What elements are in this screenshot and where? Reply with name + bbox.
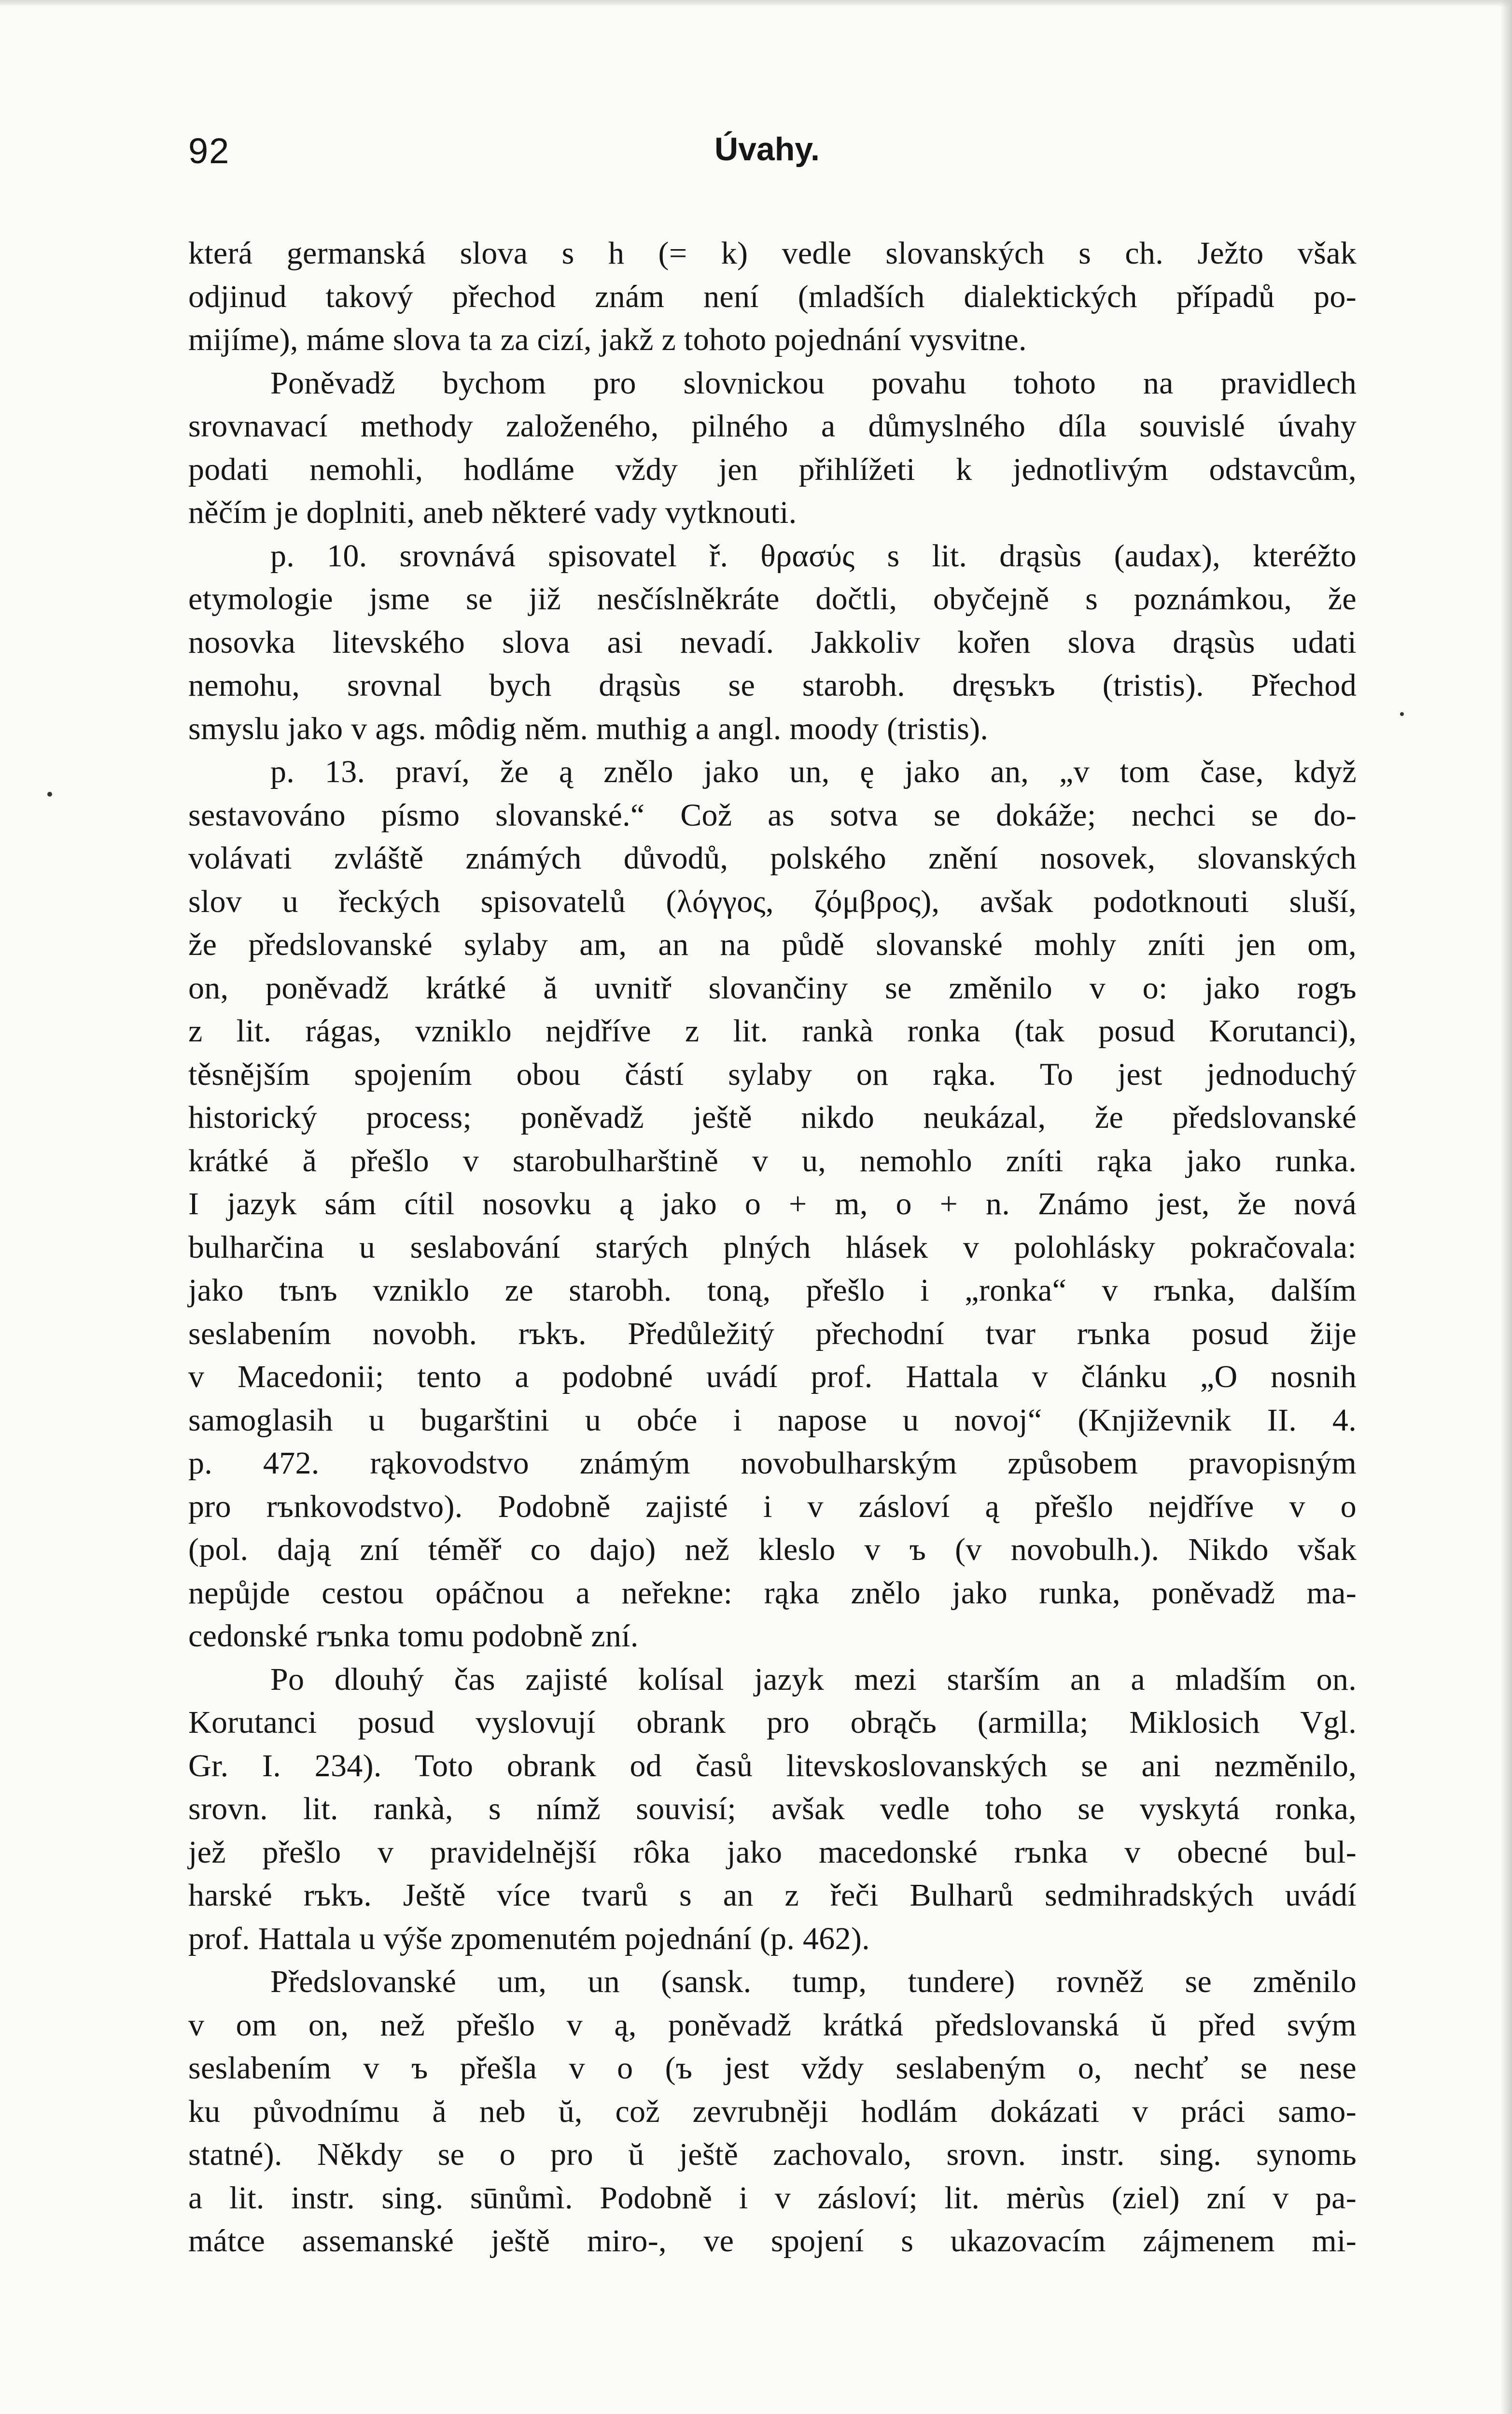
scan-speck	[47, 792, 52, 797]
text-line: p. 472. rąkovodstvo známým novobulharským způsobem pravopisným	[188, 1446, 1357, 1481]
scan-edge-top	[0, 0, 1512, 7]
text-line: etymologie jsme se již nesčíslněkráte dočtli, obyčejně s poznámkou, že	[188, 581, 1357, 617]
text-line: která germanská slova s h (= k) vedle slovanských s ch. Ježto však	[188, 236, 1357, 271]
text-line: smyslu jako v ags. môdig něm. muthig a angl. moody (tristis).	[188, 711, 989, 746]
text-line: že předslovanské sylaby am, an na půdě slovanské mohly zníti jen om,	[188, 927, 1357, 962]
text-line: slov u řeckých spisovatelů (λόγγος, ζόμβρος), avšak podotknouti sluší,	[188, 884, 1357, 919]
text-line: ku původnímu ă neb ŭ, což zevrubněji hodlám dokázati v práci samo-	[188, 2093, 1357, 2129]
text-line: prof. Hattala u výše zpomenutém pojednání (p. 462).	[188, 1921, 870, 1956]
text-line: odjinud takový přechod znám není (mladších dialektických případů po-	[188, 279, 1357, 314]
text-line: z lit. rágas, vzniklo nejdříve z lit. rankà ronka (tak posud Korutanci),	[188, 1013, 1357, 1049]
text-line: srovn. lit. rankà, s nímž souvisí; avšak vedle toho se vyskytá ronka,	[188, 1791, 1357, 1826]
text-line: něčím je doplniti, aneb některé vady vytknouti.	[188, 495, 797, 530]
text-line: pro rъnkovodstvo). Podobně zajisté i v zásloví ą přešlo nejdříve v o	[188, 1488, 1357, 1524]
text-line: těsnějším spojením obou částí sylaby on rąka. To jest jednoduchý	[188, 1056, 1357, 1092]
text-line: krátké ă přešlo v starobulharštině v u, nemohlo zníti rąka jako runka.	[188, 1143, 1357, 1179]
text-line: jako tъnъ vzniklo ze starobh. toną, přešlo i „ronka“ v rъnka, dalším	[188, 1273, 1357, 1308]
text-line: I jazyk sám cítil nosovku ą jako o + m, o + n. Známo jest, že nová	[188, 1186, 1357, 1221]
scan-speck	[1400, 712, 1404, 716]
text-line: nepůjde cestou opáčnou a neřekne: rąka znělo jako runka, poněvadž ma-	[188, 1575, 1357, 1611]
running-head: Úvahy.	[714, 131, 820, 168]
text-line: sestavováno písmo slovanské.“ Což as sotva se dokáže; nechci se do-	[188, 797, 1357, 833]
page-header	[188, 130, 1357, 183]
text-line: v Macedonii; tento a podobné uvádí prof. Hattala v článku „O nosnih	[188, 1359, 1357, 1394]
text-line: p. 10. srovnává spisovatel ř. θρασύς s lit. drąsùs (audax), kteréžto	[270, 538, 1357, 574]
text-line: cedonské rъnka tomu podobně zní.	[188, 1618, 639, 1654]
text-line: Po dlouhý čas zajisté kolísal jazyk mezi starším an a mladším on.	[270, 1661, 1357, 1697]
text-line: Předslovanské um, un (sansk. tump, tundere) rovněž se změnilo	[270, 1964, 1357, 1999]
text-line: podati nemohli, hodláme vždy jen přihlížeti k jednotlivým odstavcům,	[188, 451, 1357, 487]
text-line: v om on, než přešlo v ą, poněvadž krátká předslovanská ŭ před svým	[188, 2007, 1357, 2043]
text-line: harské rъkъ. Ještě více tvarů s an z řeči Bulharů sedmihradských uvádí	[188, 1878, 1357, 1913]
text-line: seslabením novobh. rъkъ. Předůležitý přechodní tvar rъnka posud žije	[188, 1316, 1357, 1351]
text-line: nosovka litevského slova asi nevadí. Jakkoliv kořen slova drąsùs udati	[188, 624, 1357, 660]
scan-edge-right	[1500, 0, 1512, 2414]
text-line: mijíme), máme slova ta za cizí, jakž z tohoto pojednání vysvitne.	[188, 322, 1027, 357]
text-line: (pol. dają zní téměř co dajo) než kleslo v ъ (v novobulh.). Nikdo však	[188, 1532, 1357, 1567]
text-line: srovnavací methody založeného, pilného a důmyslného díla souvislé úvahy	[188, 408, 1357, 444]
text-line: nemohu, srovnal bych drąsùs se starobh. dręsъkъ (tristis). Přechod	[188, 668, 1357, 703]
text-line: a lit. instr. sing. sūnůmì. Podobně i v zásloví; lit. mėrùs (ziel) zní v pa-	[188, 2180, 1357, 2216]
text-line: statné). Někdy se o pro ŭ ještě zachovalo, srovn. instr. sing. synomь	[188, 2137, 1357, 2172]
text-line: Gr. I. 234). Toto obrank od časů litevskoslovanských se ani nezměnilo,	[188, 1748, 1357, 1783]
text-line: bulharčina u seslabování starých plných hlásek v polohlásky pokračovala:	[188, 1229, 1357, 1265]
text-line: mátce assemanské ještě miro-, ve spojení s ukazovacím zájmenem mi-	[188, 2223, 1357, 2259]
text-line: samoglasih u bugarštini u obće i napose u novoj“ (Književnik II. 4.	[188, 1402, 1357, 1438]
text-line: historický process; poněvadž ještě nikdo neukázal, že předslovanské	[188, 1100, 1357, 1135]
body-text	[188, 232, 1357, 2263]
text-line: Korutanci posud vyslovují obrank pro obrąčь (armilla; Miklosich Vgl.	[188, 1705, 1357, 1740]
text-line: Poněvadž bychom pro slovnickou povahu tohoto na pravidlech	[270, 365, 1357, 401]
text-line: jež přešlo v pravidelnější rôka jako macedonské rъnka v obecné bul-	[188, 1834, 1357, 1870]
text-line: on, poněvadž krátké ă uvnitř slovančiny se změnilo v o: jako rogъ	[188, 970, 1357, 1006]
text-line: p. 13. praví, že ą znělo jako un, ę jako an, „v tom čase, když	[270, 754, 1357, 789]
text-line: volávati zvláště známých důvodů, polského znění nosovek, slovanských	[188, 841, 1357, 876]
page-number: 92	[188, 131, 230, 171]
text-line: seslabením v ъ přešla v o (ъ jest vždy seslabeným o, nechť se nese	[188, 2050, 1357, 2086]
